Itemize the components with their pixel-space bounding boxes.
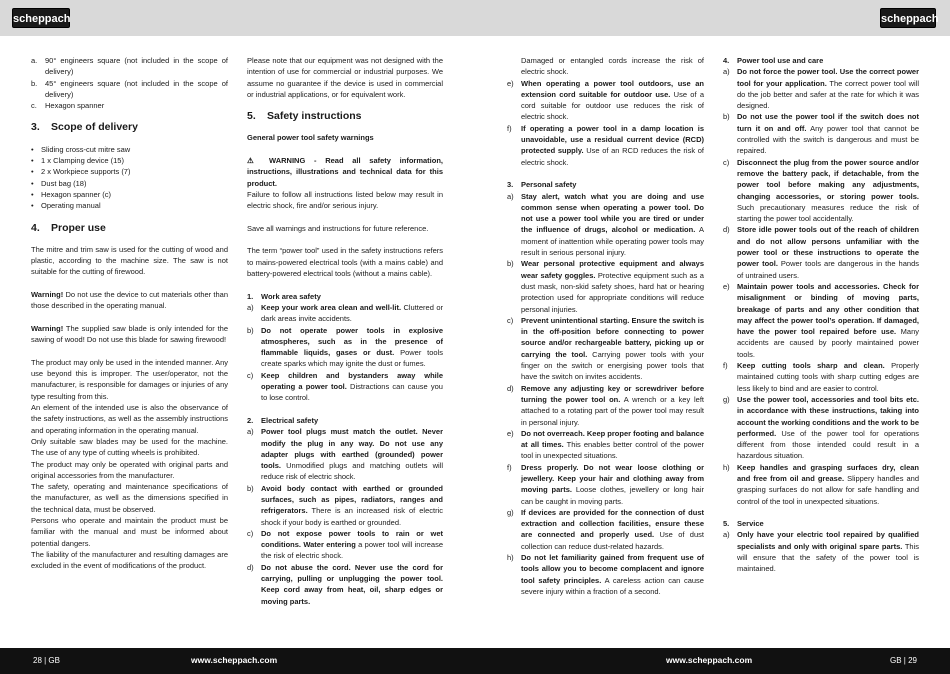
section-heading-scope: 3. Scope of delivery xyxy=(31,121,138,134)
subsection-heading: 1. Work area safety xyxy=(247,291,321,301)
subsection-heading: 3. Personal safety xyxy=(507,180,577,190)
paragraph: The safety, operating and maintenance specifications of the manufacturer, as well as the dimensions specified in the technical data, must be observed. xyxy=(31,482,228,514)
list-item: g) If devices are provided for the connection of dust extraction and collection facilities, ensure these are connected and properly used. Use of dust collection can reduce dust-related hazards. xyxy=(507,507,704,551)
paragraph: Save all warnings and instructions for future reference. xyxy=(247,223,429,233)
warning-bold: ⚠ WARNING - Read all safety information, instructions, illustrations and technical data for this product. xyxy=(247,156,443,188)
list-item: b) Do not use the power tool if the switch does not turn it on and off. Any power tool that cannot be controlled with the switch is dangerous and must be repaired. xyxy=(723,112,920,156)
paragraph: The term “power tool” used in the safety instructions refers to mains-powered electrical tools (with a mains cable) and battery-powered electrical tools (without a mains cable). xyxy=(247,246,443,279)
list-item: e) Do not overreach. Keep proper footing and balance at all times. This enables better control of the power tool in unexpected situations. xyxy=(507,428,704,461)
subheading: General power tool safety warnings xyxy=(247,133,374,143)
subsection-heading: 5. Service xyxy=(723,519,764,529)
paragraph: Please note that our equipment was not designed with the intention of use for commercial or industrial purposes. We assume no guarantee if the device is used in commercial or industrial applications, or for equivalent work. xyxy=(247,56,443,99)
list-item: b) Avoid body contact with earthed or grounded surfaces, such as pipes, radiators, ranges and refrigerators. There is an increased risk of electric shock if your body is earthed or grounded. xyxy=(247,483,443,527)
list-item: c. Hexagon spanner xyxy=(31,101,105,111)
website-url-left[interactable]: www.scheppach.com xyxy=(191,655,278,665)
list-item: h) Keep handles and grasping surfaces dry, clean and free from oil and grease. Slippery handles and grasping surfaces do not allow for safe handling and control of the tool in unexpected situations. xyxy=(723,462,919,506)
list-item: b) Do not operate power tools in explosive atmospheres, such as in the presence of flammable liquids, gases or dust. Power tools create sparks which may ignite the dust or fumes. xyxy=(247,325,443,369)
paragraph: Persons who operate and maintain the product must be familiar with the manual and must be informed about potential dangers. xyxy=(31,515,228,548)
list-item: g) Use the power tool, accessories and tool bits etc. in accordance with these instructions, taking into account the working conditions and the work to be performed. Use of the power tool for operations different from those intended could result in a hazardous situation. xyxy=(723,394,919,461)
list-item: a) Stay alert, watch what you are doing and use common sense when operating a power tool. Do not use a power tool while you are tired or under the influence of drugs, alcohol or medication. A moment of inattention while operating power tools may result in serious personal injury. xyxy=(507,191,704,258)
list-item: c) Disconnect the plug from the power source and/or remove the battery pack, if detachable, from the power tool before making any adjustments, changing accessories, or storing power tools. Such precautionary measures reduce the risk of starting the power tool accidentally. xyxy=(723,157,919,224)
paragraph: The liability of the manufacturer and resulting damages are excluded in the event of modifications of the product. xyxy=(31,549,228,571)
list-item: b. 45° engineers square (not included in the scope of delivery) xyxy=(31,78,228,99)
subsection-heading: 4. Power tool use and care xyxy=(723,56,824,65)
scope-item: • Hexagon spanner (c) xyxy=(31,189,228,200)
page-number-right: GB | 29 xyxy=(890,656,917,665)
list-item: a) Keep your work area clean and well-lit. Cluttered or dark areas invite accidents. xyxy=(247,302,443,324)
warning-paragraph: Warning! Do not use the device to cut materials other than those described in the operating manual. xyxy=(31,290,228,311)
website-url-right[interactable]: www.scheppach.com xyxy=(666,655,753,665)
section-heading-proper-use: 4. Proper use xyxy=(31,221,106,234)
list-item: d) Remove any adjusting key or screwdriver before turning the power tool on. A wrench or a key left attached to a rotating part of the power tool may result in personal injury. xyxy=(507,383,704,427)
header-bar xyxy=(0,0,950,36)
scope-item: • 1 x Clamping device (15) xyxy=(31,155,228,166)
warning-paragraph: Warning! The supplied saw blade is only intended for the sawing of wood! Do not use this blade for sawing firewood! xyxy=(31,323,228,345)
scheppach-logo-right: scheppach xyxy=(880,8,936,28)
section-heading-safety: 5. Safety instructions xyxy=(247,110,362,123)
list-item: b) Wear personal protective equipment and always wear safety goggles. Protective equipment such as a dust mask, non-skid safety shoes, hard hat or hearing protection used for appropriate conditions will reduce personal injuries. xyxy=(507,259,704,314)
list-item: a) Do not force the power tool. Use the correct power tool for your application. The correct power tool will do the job better and safer at the rate for which it was designed. xyxy=(723,67,919,111)
list-item: e) Maintain power tools and accessories. Check for misalignment or binding of moving parts, breakage of parts and any other condition that may affect the power tool’s operation. If damaged, have the power tool repaired before use. Many accidents are caused by poorly maintained power tools. xyxy=(723,281,920,359)
paragraph: The product may only be operated with original parts and original accessories from the manufacturer. xyxy=(31,459,228,480)
paragraph: Failure to follow all instructions listed below may result in electric shock, fire and/or serious injury. xyxy=(247,189,443,211)
column-4 xyxy=(723,55,919,575)
column-3 xyxy=(507,55,704,597)
list-item: c) Keep children and bystanders away while operating a power tool. Distractions can cause you to lose control. xyxy=(247,370,443,403)
list-item: f) If operating a power tool in a damp location is unavoidable, use a residual current device (RCD) protected supply. Use of an RCD reduces the risk of electric shock. xyxy=(507,123,705,167)
paragraph: An element of the intended use is also the observance of the safety instructions, as well as the assembly instructions and operating information in the operating manual. xyxy=(31,403,228,435)
footer-bar xyxy=(0,648,950,674)
paragraph: The product may only be used in the intended manner. Any use beyond this is improper. The user/operator, not the manufacturer, is responsible for damages or injuries of any type resulting from this. xyxy=(31,357,228,401)
list-item: a) Only have your electric tool repaired by qualified specialists and only with original spare parts. This will ensure that the safety of the power tool is maintained. xyxy=(723,530,919,574)
list-item: d) Do not abuse the cord. Never use the cord for carrying, pulling or unplugging the power tool. Keep cord away from heat, oil, sharp edges or moving parts. xyxy=(247,562,443,606)
column-2 xyxy=(247,55,443,607)
scope-item: • Operating manual xyxy=(31,200,228,211)
list-item: a. 90° engineers square (not included in the scope of delivery) xyxy=(31,56,228,77)
list-item: c) Prevent unintentional starting. Ensure the switch is in the off-position before connecting to power source and/or rechargeable battery, picking up or carrying the tool. Carrying power tools with your finger on the switch or energising power tools that have the switch on invites accidents. xyxy=(507,315,704,382)
list-item: a) Power tool plugs must match the outlet. Never modify the plug in any way. Do not use any adapter plugs with earthed (grounded) power tools. Unmodified plugs and matching outlets will reduce risk of electric shock. xyxy=(247,427,443,482)
list-item-continued: Damaged or entangled cords increase the risk of electric shock. xyxy=(521,56,704,77)
list-item: e) When operating a power tool outdoors, use an extension cord suitable for outdoor use. Use of a cord suitable for outdoor use reduces the risk of electric shock. xyxy=(507,78,704,122)
paragraph: The mitre and trim saw is used for the cutting of wood and plastic, according to the machine size. The saw is not suitable for the cutting of firewood. xyxy=(31,244,228,277)
page-number-left: 28 | GB xyxy=(33,656,60,665)
paragraph: Only suitable saw blades may be used for the machine. The use of any type of cutting wheels is prohibited. xyxy=(31,436,228,458)
list-item: d) Store idle power tools out of the reach of children and do not allow persons unfamiliar with the power tool or these instructions to operate the power tool. Power tools are dangerous in the hands of untrained users. xyxy=(723,225,919,280)
list-item: h) Do not let familiarity gained from frequent use of tools allow you to become complacent and ignore tool safety principles. A careless action can cause severe injury within a fraction of a second. xyxy=(507,553,704,596)
list-item: f) Keep cutting tools sharp and clean. Properly maintained cutting tools with sharp cutting edges are less likely to bind and are easier to control. xyxy=(723,361,920,393)
scheppach-logo-left: scheppach xyxy=(12,8,70,28)
subsection-heading: 2. Electrical safety xyxy=(247,415,319,425)
scope-item: • 2 x Workpiece supports (7) xyxy=(31,166,228,177)
list-item: c) Do not expose power tools to rain or wet conditions. Water entering a power tool will increase the risk of electric shock. xyxy=(247,528,443,561)
scope-item: • Dust bag (18) xyxy=(31,178,228,189)
column-1 xyxy=(31,55,228,571)
scope-item: • Sliding cross-cut mitre saw xyxy=(31,144,228,155)
list-item: f) Dress properly. Do not wear loose clothing or jewellery. Keep your hair and clothing away from moving parts. Loose clothes, jewellery or long hair can be caught in moving parts. xyxy=(507,462,704,506)
